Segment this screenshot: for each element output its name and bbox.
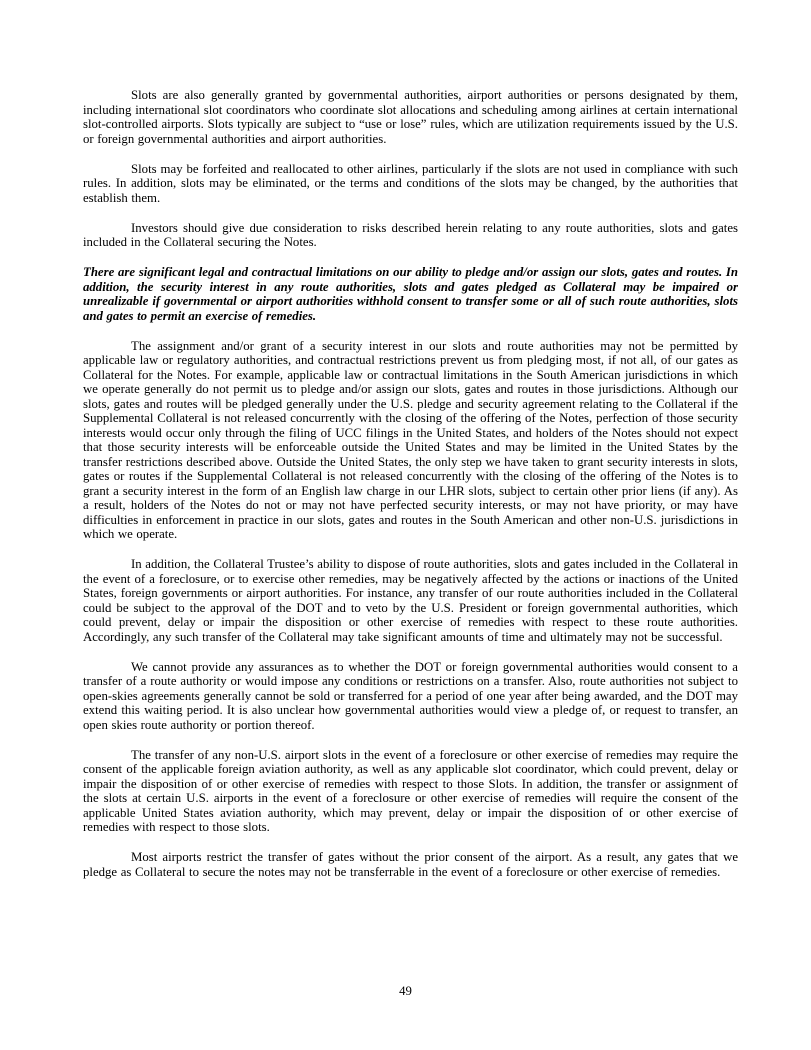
- paragraph-security-interest-assignment: The assignment and/or grant of a security interest in our slots and route authorities may not be permitted by applicable law or regulatory authorities, and contractual restrictions prevent us from pledging most, if not all, of our gates as Collateral for the Notes. For example, applicable law or contractual limitations in the South American jurisdictions in which we operate generally do not permit us to pledge and/or assign our slots, gates and routes in those jurisdictions. Although our slots, gates and routes will be pledged generally under the U.S. pledge and security agreement relating to the Collateral if the Supplemental Collateral is not released concurrently with the closing of the offering of the Notes, perfection of those security interests would occur only through the filing of UCC filings in the United States, and holders of the Notes should not expect that those security interests will be enforceable outside the United States and may be limited in the United States by the transfer restrictions described above. Outside the United States, the only step we have taken to grant security interests in slots, gates or routes if the Supplemental Collateral is not released concurrently with the closing of the offering of the Notes is to grant a security interest in the form of an English law charge in our LHR slots, subject to certain other prior liens (if any). As a result, holders of the Notes do not or may not have perfected security interests, or may not have priority, or may have difficulties in enforcement in practice in our slots, gates and routes in the South American and other non-U.S. jurisdictions in which we operate.: [83, 338, 738, 541]
- paragraph-slot-transfer-consent: The transfer of any non-U.S. airport slots in the event of a foreclosure or other exercise of remedies may require the consent of the applicable foreign aviation authority, as well as any applicable slot coordinator, which could prevent, delay or impair the disposition of or other exercise of remedies with respect to those Slots. In addition, the transfer or assignment of the slots at certain U.S. airports in the event of a foreclosure or other exercise of remedies will require the consent of the applicable United States aviation authority, which may prevent, delay or impair the disposition of or other exercise of remedies with respect to those slots.: [83, 747, 738, 834]
- paragraph-slots-granted: Slots are also generally granted by governmental authorities, airport authorities or persons designated by them, including international slot coordinators who coordinate slot allocations and scheduling among airlines at certain international slot-controlled airports. Slots typically are subject to “use or lose” rules, which are utilization requirements issued by the U.S. or foreign governmental authorities and airport authorities.: [83, 88, 738, 146]
- page-text-block: [83, 88, 738, 895]
- risk-factor-heading: There are significant legal and contractual limitations on our ability to pledge and/or assign our slots, gates and routes. In addition, the security interest in any route authorities, slots and gates pledged as Collateral may be impaired or unrealizable if governmental or airport authorities withhold consent to transfer some or all of such route authorities, slots and gates to permit an exercise of remedies.: [83, 265, 738, 323]
- paragraph-investors-consideration: Investors should give due consideration to risks described herein relating to any route authorities, slots and gates included in the Collateral securing the Notes.: [83, 220, 738, 249]
- paragraph-gate-transfer-restriction: Most airports restrict the transfer of gates without the prior consent of the airport. As a result, any gates that we pledge as Collateral to secure the notes may not be transferrable in the event of a foreclosure or other exercise of remedies.: [83, 850, 738, 879]
- paragraph-dot-assurances: We cannot provide any assurances as to whether the DOT or foreign governmental authorities would consent to a transfer of a route authority or would impose any conditions or restrictions on a transfer. Also, route authorities not subject to open-skies agreements generally cannot be sold or transferred for a period of one year after being awarded, and the DOT may extend this waiting period. It is also unclear how governmental authorities would view a pledge of, or request to transfer, an open skies route authority or portion thereof.: [83, 659, 738, 732]
- page-number: 49: [399, 984, 412, 998]
- paragraph-collateral-trustee: In addition, the Collateral Trustee’s ability to dispose of route authorities, slots and gates included in the Collateral in the event of a foreclosure, or to exercise other remedies, may be negatively affected by the actions or inactions of the United States, foreign governments or airport authorities. For instance, any transfer of our route authorities included in the Collateral could be subject to the approval of the DOT and to veto by the U.S. President or foreign governmental authorities, which could prevent, delay or impair the disposition or other exercise of remedies with respect to these route authorities. Accordingly, any such transfer of the Collateral may take significant amounts of time and ultimately may not be successful.: [83, 557, 738, 644]
- paragraph-slots-forfeited: Slots may be forfeited and reallocated to other airlines, particularly if the slots are not used in compliance with such rules. In addition, slots may be eliminated, or the terms and conditions of the slots may be changed, by the authorities that establish them.: [83, 161, 738, 205]
